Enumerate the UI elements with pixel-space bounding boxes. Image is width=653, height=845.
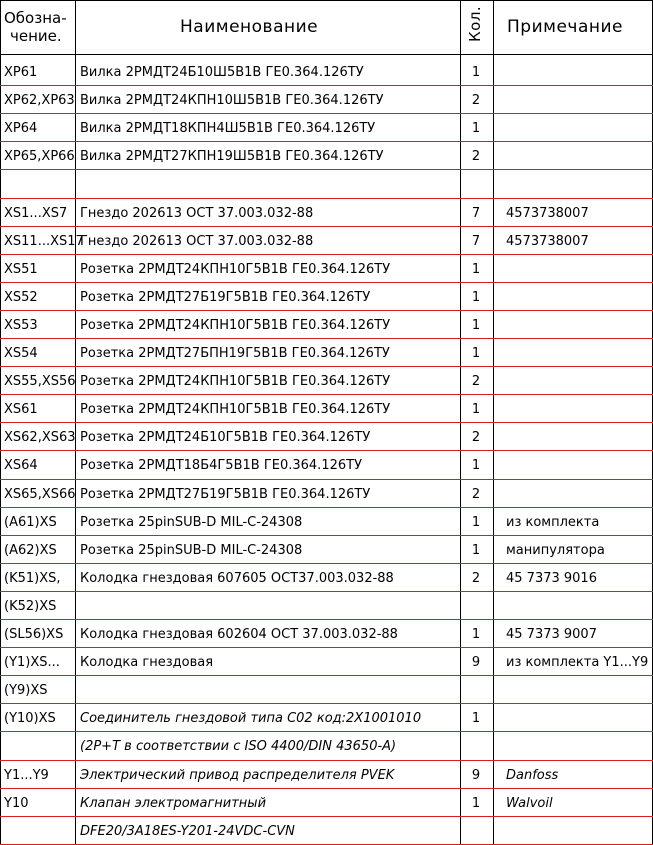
designation-cell: XP64 [4,121,38,136]
name-cell: Соединитель гнездовой типа С02 код:2Х1001010 [80,711,422,726]
header-divider [0,54,653,55]
row-divider [0,703,653,704]
qty-cell: 7 [471,234,481,249]
designation-cell: (K52)XS [4,599,57,614]
header-note: Примечание [507,17,623,37]
note-cell: 4573738007 [506,234,589,249]
note-cell: из комплекта [506,515,600,530]
qty-cell: 1 [471,402,481,417]
row-divider [0,731,653,732]
row-divider [0,591,653,592]
table-border-top [0,0,653,1]
row-divider [0,760,653,761]
note-cell: 45 7373 9007 [506,627,597,642]
qty-cell: 2 [471,487,481,502]
header-name: Наименование [180,17,319,37]
row-divider [0,282,653,283]
designation-cell: XP62,XP63 [4,93,75,108]
header-designation-cont: чение. [10,27,62,45]
name-cell: Вилка 2РМДТ27КПН19Ш5В1В ГЕ0.364.126ТУ [80,149,384,164]
qty-cell: 2 [471,374,481,389]
qty-cell: 1 [471,65,481,80]
qty-cell: 9 [471,768,481,783]
row-divider [0,816,653,817]
qty-cell: 1 [471,796,481,811]
name-cell: Розетка 2РМДТ24КПН10Г5В1В ГЕ0.364.126ТУ [80,318,391,333]
designation-cell: (SL56)XS [4,627,64,642]
qty-cell: 1 [471,318,481,333]
name-cell: Розетка 2РМДТ27Б19Г5В1В ГЕ0.364.126ТУ [80,487,371,502]
qty-cell: 1 [471,711,481,726]
row-divider [0,226,653,227]
name-cell: Электрический привод распределителя PVEK [80,768,395,783]
row-divider [0,450,653,451]
qty-cell: 1 [471,458,481,473]
note-cell: Danfoss [506,768,559,783]
qty-cell: 1 [471,627,481,642]
designation-cell: XS1...XS7 [4,206,68,221]
name-cell: Розетка 2РМДТ24КПН10Г5В1В ГЕ0.364.126ТУ [80,402,391,417]
row-divider [0,141,653,142]
header-designation: Обозна- [4,9,67,27]
name-cell: Колодка гнездовая 607605 ОСТ37.003.032-88 [80,571,394,586]
designation-cell: (K51)XS, [4,571,61,586]
note-cell: Walvoil [506,796,553,811]
qty-cell: 1 [471,290,481,305]
designation-cell: (Y9)XS [4,683,48,698]
qty-cell: 2 [471,93,481,108]
row-divider [0,85,653,86]
row-divider [0,169,653,170]
designation-cell: XS53 [4,318,38,333]
name-cell: Вилка 2РМДТ24Б10Ш5В1В ГЕ0.364.126ТУ [80,65,364,80]
name-cell: Розетка 2РМДТ18Б4Г5В1В ГЕ0.364.126ТУ [80,458,362,473]
note-cell: 4573738007 [506,206,589,221]
name-cell: Гнездо 202613 ОСТ 37.003.032-88 [80,234,314,249]
qty-cell: 1 [471,346,481,361]
name-cell: Розетка 2РМДТ24КПН10Г5В1В ГЕ0.364.126ТУ [80,262,391,277]
designation-cell: (Y10)XS [4,711,56,726]
designation-cell: (A61)XS [4,515,57,530]
name-cell: Колодка гнездовая 602604 ОСТ 37.003.032-88 [80,627,398,642]
qty-cell: 2 [471,430,481,445]
row-divider [0,507,653,508]
designation-cell: Y10 [4,796,29,811]
designation-cell: XS61 [4,402,38,417]
row-divider [0,113,653,114]
row-divider [0,394,653,395]
designation-cell: XS55,XS56 [4,374,76,389]
row-divider [0,479,653,480]
designation-cell: XP61 [4,65,38,80]
name-cell: Розетка 2РМДТ27Б19Г5В1В ГЕ0.364.126ТУ [80,290,371,305]
row-divider [0,310,653,311]
row-divider [0,647,653,648]
row-divider [0,563,653,564]
designation-cell: XS51 [4,262,38,277]
qty-cell: 1 [471,262,481,277]
row-divider [0,366,653,367]
designation-cell: (Y1)XS... [4,655,60,670]
qty-cell: 1 [471,515,481,530]
name-cell: Розетка 25pinSUB-D MIL-C-24308 [80,543,303,558]
designation-cell: XS52 [4,290,38,305]
name-cell: Гнездо 202613 ОСТ 37.003.032-88 [80,206,314,221]
note-cell: манипулятора [506,543,605,558]
designation-cell: XS62,XS63 [4,430,76,445]
name-cell: DFE20/3A18ES-Y201-24VDC-CVN [80,824,295,839]
header-qty: Кол. [466,5,484,42]
note-cell: из комплекта Y1...Y9 [506,655,649,670]
qty-cell: 1 [471,121,481,136]
name-cell: Розетка 25pinSUB-D MIL-C-24308 [80,515,303,530]
designation-cell: XS54 [4,346,38,361]
row-divider [0,198,653,199]
designation-cell: XS65,XS66 [4,487,76,502]
name-cell: Клапан электромагнитный [80,796,267,811]
designation-cell: Y1...Y9 [4,768,49,783]
name-cell: Вилка 2РМДТ24КПН10Ш5В1В ГЕ0.364.126ТУ [80,93,384,108]
qty-cell: 2 [471,149,481,164]
row-divider [0,338,653,339]
designation-cell: XP65,XP66 [4,149,75,164]
name-cell: Колодка гнездовая [80,655,214,670]
note-cell: 45 7373 9016 [506,571,597,586]
row-divider [0,422,653,423]
qty-cell: 2 [471,571,481,586]
designation-cell: (A62)XS [4,543,57,558]
row-divider [0,675,653,676]
qty-cell: 7 [471,206,481,221]
row-divider [0,619,653,620]
designation-cell: XS64 [4,458,38,473]
qty-cell: 9 [471,655,481,670]
name-cell: Розетка 2РМДТ24Б10Г5В1В ГЕ0.364.126ТУ [80,430,371,445]
name-cell: Вилка 2РМДТ18КПН4Ш5В1В ГЕ0.364.126ТУ [80,121,376,136]
row-divider [0,535,653,536]
row-divider [0,788,653,789]
name-cell: Розетка 2РМДТ27БПН19Г5В1В ГЕ0.364.126ТУ [80,346,390,361]
name-cell: (2P+T в соответствии с ISO 4400/DIN 43650-A) [80,739,397,754]
qty-cell: 1 [471,543,481,558]
name-cell: Розетка 2РМДТ24КПН10Г5В1В ГЕ0.364.126ТУ [80,374,391,389]
designation-cell: XS11...XS17 [4,234,84,249]
row-divider [0,254,653,255]
